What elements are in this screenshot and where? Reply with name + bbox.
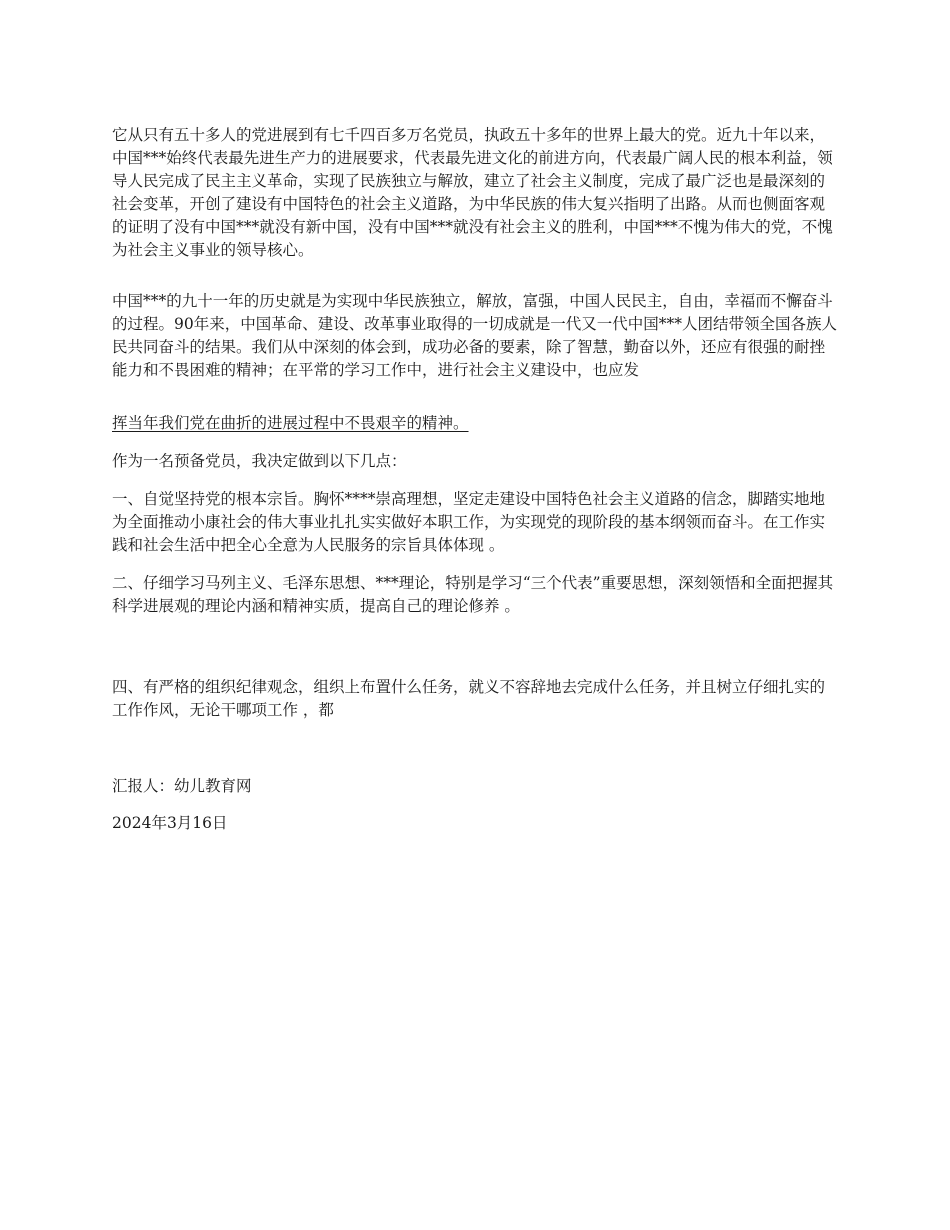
paragraph-point-one: 一、自觉坚持党的根本宗旨。胸怀****崇高理想，坚定走建设中国特色社会主义道路的信念，脚踏实地地为全面推动小康社会的伟大事业扎扎实实做好本职工作，为实现党的现阶段的基本纲领而奋斗。在工作实践和社会生活中把全心全意为人民服务的宗旨具体体现 。	[112, 490, 826, 554]
paragraph-ninety-one-years: 中国***的九十一年的历史就是为实现中华民族独立，解放，富强，中国人民民主，自由，幸福而不懈奋斗的过程。90年来，中国革命、建设、改革事业取得的一切成就是一代又一代中国***人团结带领全国各族人民共同奋斗的结果。我们从中深刻的体会到，成功必备的要素，除了智慧，勤奋以外，还应有很强的耐挫能力和不畏困难的精神；在平常的学习工作中，进行社会主义建设中，也应发	[112, 292, 837, 379]
paragraph-spirit: 挥当年我们党在曲折的进展过程中不畏艰辛的精神。	[112, 414, 469, 432]
paragraph-point-four: 四、有严格的组织纪律观念，组织上布置什么任务，就义不容辞地去完成什么任务，并且树立仔细扎实的工作作风，无论干哪项工作 ，都	[112, 678, 826, 719]
paragraph-point-two: 二、仔细学习马列主义、毛泽东思想、***理论，特别是学习“三个代表”重要思想，深刻领悟和全面把握其科学进展观的理论内涵和精神实质，提高自己的理论修养 。	[112, 574, 834, 615]
document-body	[112, 124, 840, 835]
paragraph-intro-points: 作为一名预备党员，我决定做到以下几点：	[112, 452, 407, 470]
reporter-signature: 汇报人：幼儿教育网	[112, 777, 252, 795]
report-date: 2024年3月16日	[112, 814, 228, 832]
paragraph-party-history: 它从只有五十多人的党进展到有七千四百多万名党员，执政五十多年的世界上最大的党。近九十年以来，中国***始终代表最先进生产力的进展要求，代表最先进文化的前进方向，代表最广阔人民的根本利益，领导人民完成了民主主义革命，实现了民族独立与解放，建立了社会主义制度，完成了最广泛也是最深刻的社会变革，开创了建设有中国特色的社会主义道路，为中华民族的伟大复兴指明了出路。从而也侧面客观的证明了没有中国***就没有新中国，没有中国***就没有社会主义的胜利，中国***不愧为伟大的党，不愧为社会主义事业的领导核心。	[112, 126, 833, 259]
